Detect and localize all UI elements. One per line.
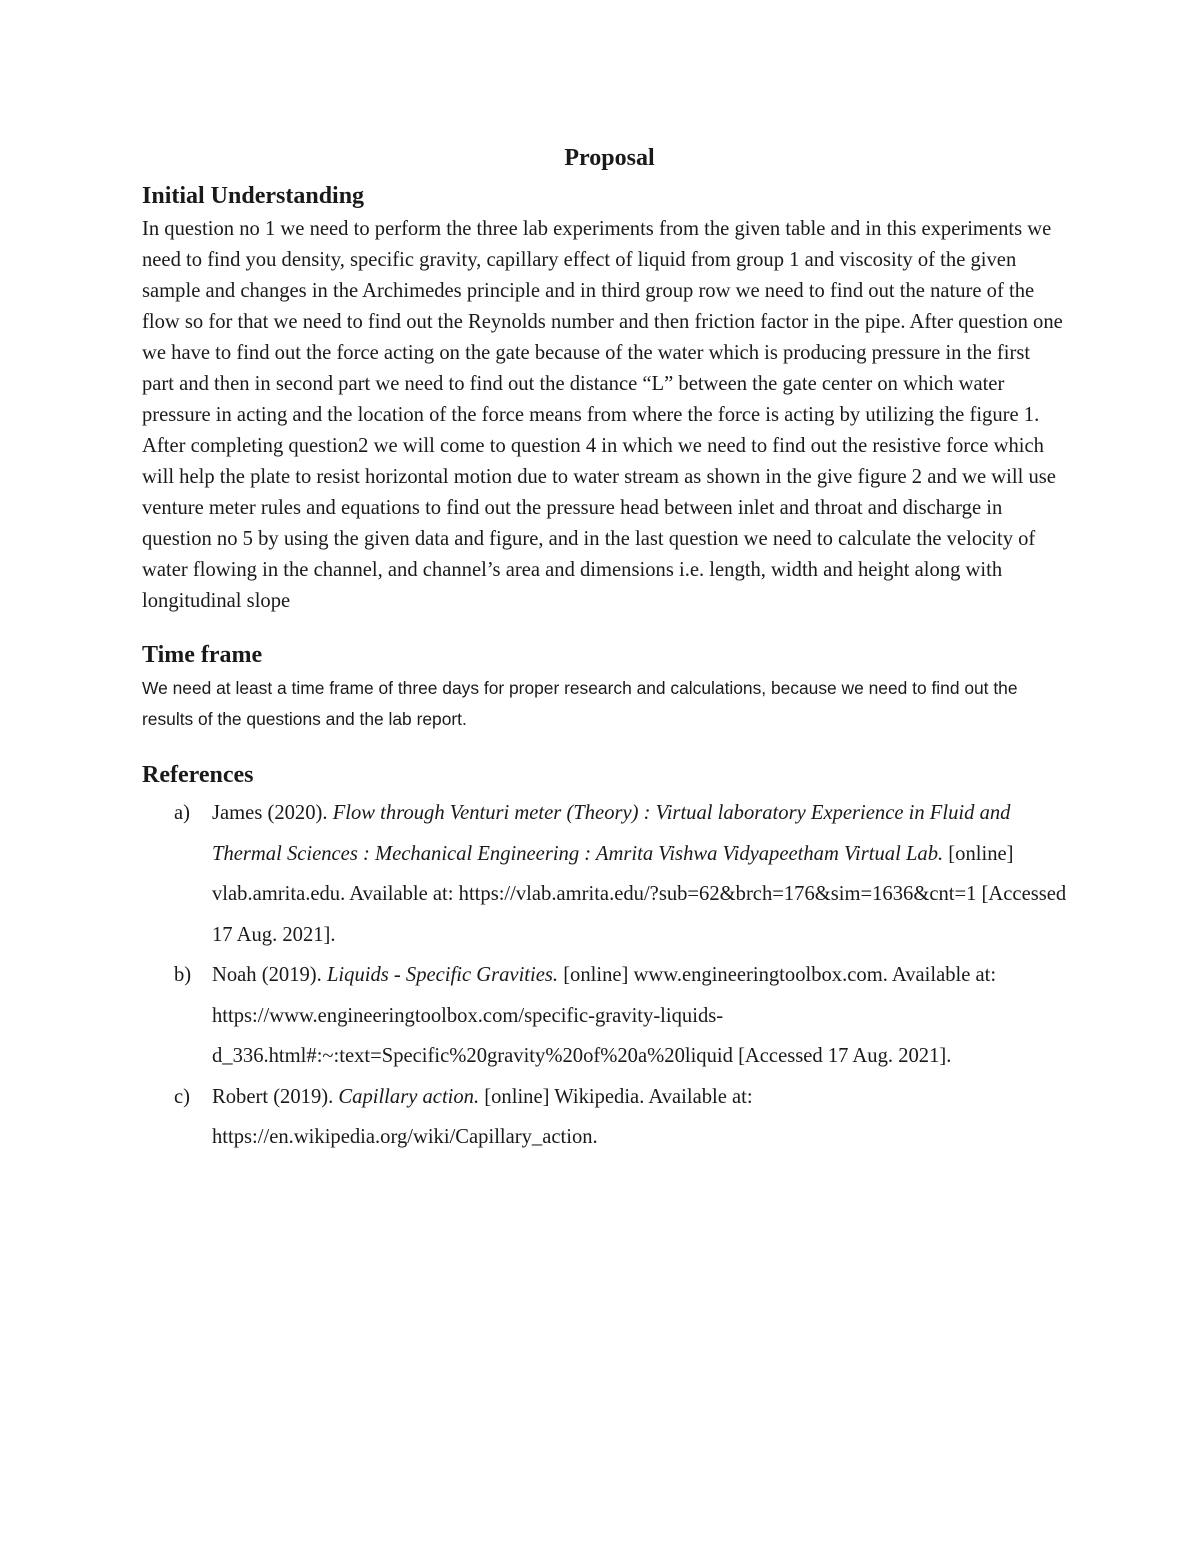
reference-item bbox=[142, 1077, 1067, 1158]
reference-marker: c) bbox=[174, 1085, 190, 1108]
reference-item bbox=[142, 793, 1067, 955]
reference-author: James (2020). bbox=[212, 802, 328, 824]
reference-title: Capillary action. bbox=[338, 1085, 480, 1108]
reference-marker: a) bbox=[174, 802, 190, 824]
references-heading: References bbox=[142, 762, 254, 788]
reference-item bbox=[142, 955, 1067, 1077]
initial-understanding-heading: Initial Understanding bbox=[142, 183, 365, 209]
reference-details: [online] www.engineeringtoolbox.com. Available at: https://www.engineeringtoolbox.com/specific-gravity-liquids-d_336.html#:~:text=Specific%20gravity%20of%20a%20liquid [Accessed 17 Aug. 2021]. bbox=[212, 964, 997, 1067]
reference-author: Noah (2019). bbox=[212, 964, 322, 986]
reference-title: Flow through Venturi meter (Theory) : Virtual laboratory Experience in Fluid and Thermal Sciences : Mechanical Engineering : Amrita Vishwa Vidyapeetham Virtual Lab. bbox=[212, 802, 1011, 865]
references-list bbox=[142, 793, 1067, 1158]
document-title: Proposal bbox=[564, 145, 655, 171]
reference-author: Robert (2019). bbox=[212, 1085, 334, 1108]
time-frame-heading: Time frame bbox=[142, 642, 263, 668]
document-content bbox=[142, 140, 1067, 1158]
reference-title: Liquids - Specific Gravities. bbox=[326, 964, 559, 986]
time-frame-body: We need at least a time frame of three days for proper research and calculations, because we need to find out the results of the questions and the lab report. bbox=[142, 678, 1018, 729]
reference-details: [online] vlab.amrita.edu. Available at: https://vlab.amrita.edu/?sub=62&brch=176&sim=1636&cnt=1 [Accessed 17 Aug. 2021]. bbox=[212, 842, 1067, 946]
initial-understanding-body: In question no 1 we need to perform the three lab experiments from the given table and in this experiments we need to find you density, specific gravity, capillary effect of liquid from group 1 and viscosity of the given sample and changes in the Archimedes principle and in third group row we need to find out the nature of the flow so for that we need to find out the Reynolds number and then friction factor in the pipe. After question one we have to find out the force acting on the gate because of the water which is producing pressure in the first part and then in second part we need to find out the distance “L” between the gate center on which water pressure in acting and the location of the force means from where the force is acting by utilizing the figure 1. After completing question2 we will come to question 4 in which we need to find out the resistive force which will help the plate to resist horizontal motion due to water stream as shown in the give figure 2 and we will use venture meter rules and equations to find out the pressure head between inlet and throat and discharge in question no 5 by using the given data and figure, and in the last question we need to calculate the velocity of water flowing in the channel, and channel’s area and dimensions i.e. length, width and height along with longitudinal slope bbox=[142, 218, 1063, 612]
reference-details: [online] Wikipedia. Available at: https://en.wikipedia.org/wiki/Capillary_action. bbox=[212, 1085, 753, 1148]
reference-marker: b) bbox=[174, 964, 192, 986]
